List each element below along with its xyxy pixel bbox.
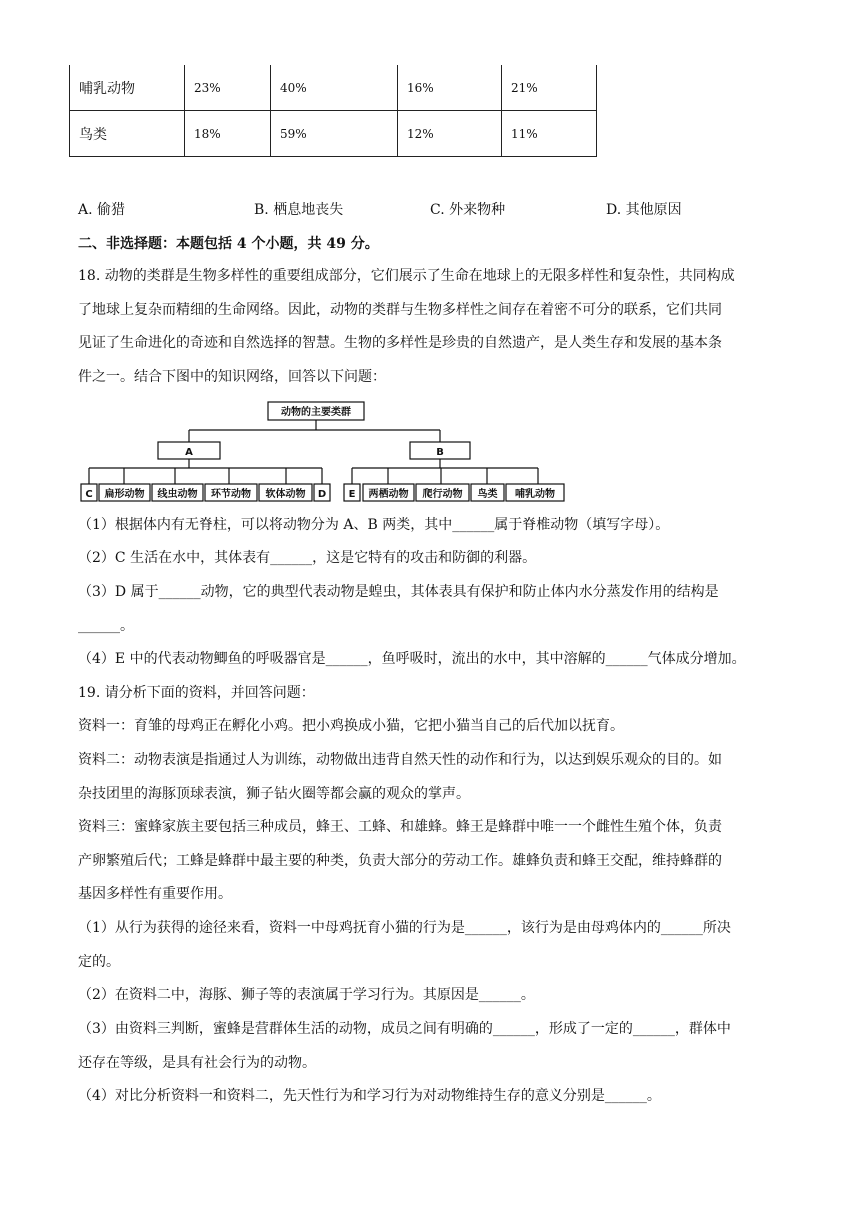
q19-line: 还存在等级，是具有社会行为的动物。 xyxy=(78,1055,316,1071)
q18-line: 18. 动物的类群是生物多样性的重要组成部分，它们展示了生命在地球上的无限多样性和复杂性，共同构成 xyxy=(78,268,735,284)
q19-line: 19. 请分析下面的资料，并回答问题： xyxy=(78,685,315,701)
diagram-node-e: E xyxy=(348,489,356,500)
table-cell: 鸟类 xyxy=(70,111,185,157)
q19-line: （4）对比分析资料一和资料二，先天性行为和学习行为对动物维持生存的意义分别是______。 xyxy=(78,1088,661,1104)
q19-line: 基因多样性有重要作用。 xyxy=(78,886,232,902)
table-cell: 23% xyxy=(185,65,271,111)
diagram-leaf: 两栖动物 xyxy=(368,489,409,500)
diagram-leaf: 线虫动物 xyxy=(157,489,198,500)
diagram-leaf: 软体动物 xyxy=(265,489,306,500)
table-cell: 11% xyxy=(502,111,597,157)
q18-sub: （3）D 属于______动物，它的典型代表动物是蝗虫，其体表具有保护和防止体内水分蒸发作用的结构是 xyxy=(78,584,719,600)
diagram-node-b: B xyxy=(436,447,444,458)
q19-line: 资料二：动物表演是指通过人为训练，动物做出违背自然天性的动作和行为，以达到娱乐观众的目的。如 xyxy=(78,752,722,768)
q18-line: 了地球上复杂而精细的生命网络。因此，动物的类群与生物多样性之间存在着密不可分的联系，它们共同 xyxy=(78,302,722,318)
section-title: 二、非选择题：本题包括 4 个小题，共 49 分。 xyxy=(78,236,379,252)
q18-sub: （1）根据体内有无脊柱，可以将动物分为 A、B 两类，其中______属于脊椎动物（填写字母）。 xyxy=(78,517,670,533)
animal-groups-diagram xyxy=(0,0,860,520)
q18-sub: ______。 xyxy=(78,618,134,634)
diagram-leaf: 扁形动物 xyxy=(104,489,145,500)
option-a: A. 偷猎 xyxy=(78,202,126,218)
q18-sub: （2）C 生活在水中，其体表有______，这是它特有的攻击和防御的利器。 xyxy=(78,550,537,566)
q19-line: 定的。 xyxy=(78,954,120,970)
diagram-node-c: C xyxy=(85,489,93,500)
diagram-leaf: 环节动物 xyxy=(211,489,251,500)
table-cell: 16% xyxy=(398,65,502,111)
table-cell: 哺乳动物 xyxy=(70,65,185,111)
table-cell: 40% xyxy=(271,65,398,111)
q19-line: 资料三：蜜蜂家族主要包括三种成员，蜂王、工蜂、和雄蜂。蜂王是蜂群中唯一一个雌性生殖个体，负责 xyxy=(78,819,722,835)
table-cell: 21% xyxy=(502,65,597,111)
option-c: C. 外来物种 xyxy=(430,202,506,218)
q19-line: （3）由资料三判断，蜜蜂是营群体生活的动物，成员之间有明确的______，形成了一定的______，群体中 xyxy=(78,1021,731,1037)
q19-line: 资料一：育雏的母鸡正在孵化小鸡。把小鸡换成小猫，它把小猫当自己的后代加以抚育。 xyxy=(78,718,624,734)
table-cell: 18% xyxy=(185,111,271,157)
table-cell: 59% xyxy=(271,111,398,157)
q19-line: （2）在资料二中，海豚、狮子等的表演属于学习行为。其原因是______。 xyxy=(78,987,535,1003)
diagram-node-d: D xyxy=(317,489,327,500)
diagram-leaf: 哺乳动物 xyxy=(515,489,555,500)
diagram-root-label: 动物的主要类群 xyxy=(281,407,351,418)
q18-line: 件之一。结合下图中的知识网络，回答以下问题： xyxy=(78,369,386,385)
q19-line: 杂技团里的海豚顶球表演，狮子钻火圈等都会赢的观众的掌声。 xyxy=(78,786,470,802)
q19-line: （1）从行为获得的途径来看，资料一中母鸡抚育小猫的行为是______，该行为是由母鸡体内的______所决 xyxy=(78,920,731,936)
option-b: B. 栖息地丧失 xyxy=(254,202,344,218)
diagram-leaf: 爬行动物 xyxy=(422,489,463,500)
option-d: D. 其他原因 xyxy=(606,202,682,218)
q19-line: 产卵繁殖后代；工蜂是蜂群中最主要的种类，负责大部分的劳动工作。雄蜂负责和蜂王交配，维持蜂群的 xyxy=(78,853,722,869)
table-cell: 12% xyxy=(398,111,502,157)
q18-line: 见证了生命进化的奇迹和自然选择的智慧。生物的多样性是珍贵的自然遗产，是人类生存和发展的基本条 xyxy=(78,335,722,351)
diagram-node-a: A xyxy=(185,447,193,458)
diagram-leaf: 鸟类 xyxy=(477,489,498,500)
q18-sub: （4）E 中的代表动物鲫鱼的呼吸器官是______，鱼呼吸时，流出的水中，其中溶解的______气体成分增加。 xyxy=(78,651,746,667)
